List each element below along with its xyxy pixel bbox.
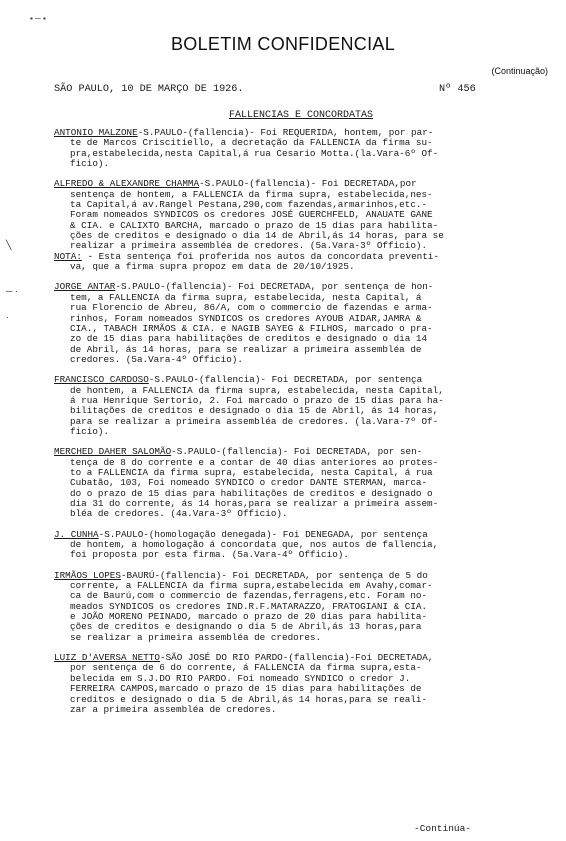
list-item: [54, 530, 559, 561]
entry-line: rinhos, Foram nomeados SYNDICOS os credores AYOUB AIDAR,JAMRA &: [70, 312, 422, 324]
entry-head: ALFREDO & ALEXANDRE CHAMMA: [54, 178, 200, 190]
continuation-label: (Continuação): [491, 66, 548, 76]
list-item: [54, 282, 559, 365]
entry-line: ficio).: [70, 158, 110, 170]
entry-line: - Esta sentença foi proferida nos autos da concordata preventi-: [81, 250, 439, 262]
list-item: [54, 179, 559, 272]
entry-line: -S.PAULO-(homologação denegada)- Foi DENEGADA, por sentença: [98, 528, 428, 540]
entry-line: zar a primeira assembléa de credores.: [70, 703, 277, 715]
entry-line: meados SYNDICOS os credores IND.R.F.MATARAZZO, FRATOGIANI & CIA.: [70, 600, 428, 612]
entry-line: rua Florencio de Abreu, 86/A, com o commercio de fazendas e arma-: [70, 302, 433, 314]
section-title: FALLENCIAS E CONCORDATAS: [229, 110, 374, 121]
entry-line: -S.PAULO-(fallencia)- Foi DECRETADA, por sentença de hon-: [115, 281, 434, 293]
entry-line: CIA., TABACH IRMÃOS & CIA. e NAGIB SAYEG & FILHOS, marcado o pra-: [70, 322, 433, 334]
margin-mark: ╲: [6, 240, 12, 250]
entry-line: zo de 15 dias para habilitações de creditos e designado o dia 14: [70, 333, 428, 345]
list-item: [54, 653, 559, 715]
entry-head: MERCHED DAHER SALOMÃO: [54, 446, 172, 458]
entry-line: -SÃO JOSÉ DO RIO PARDO-(fallencia)-Foi DECRETADA,: [160, 652, 434, 664]
entry-line: ções de creditos e designando o dia 5 de Abril,ás 13 horas,para: [70, 621, 422, 633]
entry-head: J. CUNHA: [54, 528, 99, 540]
entry-line: ções de creditos e designado o dia 14 de Abril,ás 14 horas, para se: [70, 230, 444, 242]
bulletin-number: Nº 456: [439, 84, 476, 95]
entry-head: ANTONIO MALZONE: [54, 127, 138, 138]
entry-head: FRANCISCO CARDOSO: [54, 374, 149, 386]
entry-line: ficio).: [70, 425, 110, 437]
entry-line: por sentença de 6 do corrente, á FALLENCIA da firma supra,esta-: [70, 662, 422, 674]
entry-line: creditos e designado o dia 5 de Abril,ás 14 horas,para se reali-: [70, 693, 428, 705]
entry-line: para se realizar a primeira assembléa de credores. (la.Vara-7º Of-: [70, 415, 439, 427]
margin-mark: ─ ·: [6, 286, 18, 296]
entry-line: -S.PAULO-(fallencia)- Foi REQUERIDA, hontem, por par-: [137, 127, 434, 138]
dateline: SÃO PAULO, 10 DE MARÇO DE 1926.: [54, 84, 244, 95]
entry-line: tem, a FALLENCIA da firma supra, estabelecida, nesta Capital, á: [70, 291, 422, 303]
entry-line: pra,estabelecida,nesta Capital,á rua Cesario Motta.(la.Vara-6º Of-: [70, 147, 439, 159]
entry-line: tença de 8 do corrente e a contar de 40 dias anteriores ao protes-: [70, 456, 439, 468]
entry-line: de Abril, ás 14 horas, para se realizar a primeira assembléa de: [70, 343, 422, 355]
entry-line: sentença de hontem, a FALLENCIA da firma supra, estabelecida,nes-: [70, 188, 433, 200]
entry-head: LUIZ D'AVERSA NETTO: [54, 652, 161, 664]
entry-line: á rua Henrique Sertorio, 2. Foi marcado o prazo de 15 dias para ha-: [70, 394, 444, 406]
entry-line: Cubatão, 103, Foi nomeado SYNDICO o credor DANTE STERMAN, marca-: [70, 477, 428, 489]
entry-line: dia 31 do corrente, ás 14 horas,para se realizar a primeira assem-: [70, 498, 439, 509]
entry-head: IRMÃOS LOPES: [54, 569, 121, 581]
entry-line: & CIA. e CALIXTO BARCHA, marcado o prazo de 15 dias para habilita-: [70, 219, 439, 231]
list-item: [54, 447, 559, 519]
entry-line: FERREIRA CAMPOS,marcado o prazo de 15 dias para habilitações de: [70, 683, 422, 695]
document-title: BOLETIM CONFIDENCIAL: [170, 34, 396, 54]
entry-line: do o prazo de 15 dias para habilitações de creditos e designado o: [70, 487, 433, 499]
entry-head: JORGE ANTAR: [54, 281, 116, 293]
entry-line: -S.PAULO-(fallencia)- Foi DECRETADA, por sen-: [171, 446, 423, 458]
list-item: [54, 128, 559, 169]
entry-line: belecida em S.J.DO RIO PARDO. Foi nomeado SYNDICO o credor J.: [70, 672, 411, 684]
entry-line: te de Marcos Criscitiello, a decretação da FALLENCIA da firma su-: [70, 137, 433, 149]
entry-line: -BAURÚ-(fallencia)- Foi DECRETADA, por sentença de 5 do: [120, 569, 428, 581]
entry-line: de hontem, a homologação á concordata que, nos autos de fallencia,: [70, 539, 439, 551]
margin-mark: ·: [6, 312, 9, 322]
entry-line: to a FALLENCIA da firma supra, estabelecida, nesta Capital, á rua: [70, 466, 433, 478]
entry-line: va, que a firma supra propoz em data de 20/10/1925.: [70, 261, 355, 273]
entry-line: bilitações de creditos e designado o dia 15 de Abril, ás 14 horas,: [70, 405, 439, 417]
entry-line: -S.PAULO-(fallencia)- Foi DECRETADA, por sentença: [148, 374, 423, 386]
entry-line: realizar a primeira assembléa de credores. (5a.Vara-3º Officio).: [70, 240, 428, 252]
entry-line: -S.PAULO-(fallencia)- Foi DECRETADA,por: [199, 178, 417, 190]
entry-line: foi proposta por esta firma. (5a.Vara-4º Officio).: [70, 549, 349, 561]
entry-line: bléa de credores. (4a.Vara-3º Officio).: [70, 508, 288, 520]
entry-line: credores. (5a.Vara-4º Officio).: [70, 353, 243, 365]
entry-line: corrente, a FALLENCIA da firma supra,estabelecida em Avahy,comar-: [70, 580, 433, 592]
margin-mark: ▪ ─ ▪: [30, 14, 46, 23]
entry-line: Foram nomeados SYNDICOS os credores JOSÉ GUERCHFELD, ANAUATE GANE: [70, 209, 433, 221]
entry-line: ta Capital,á av.Rangel Pestana,290,com fazendas,armarinhos,etc.-: [70, 199, 428, 211]
entry-line: de hontem, a FALLENCIA da firma supra, estabelecida, nesta Capital,: [70, 384, 444, 396]
list-item: [54, 571, 559, 643]
entry-line: se realizar a primeira assembléa de credores.: [70, 631, 322, 643]
continua-footer: -Continúa-: [414, 823, 472, 834]
entry-line: e JOÃO MORENO PEINADO, marcado o prazo de 20 dias para habilita-: [70, 611, 428, 623]
nota-head: NOTA:: [54, 250, 82, 262]
list-item: [54, 375, 559, 437]
entry-line: ca de Baurú,com o commercio de fazendas,ferragens,etc. Foram no-: [70, 590, 428, 602]
entries-list: [54, 128, 559, 725]
